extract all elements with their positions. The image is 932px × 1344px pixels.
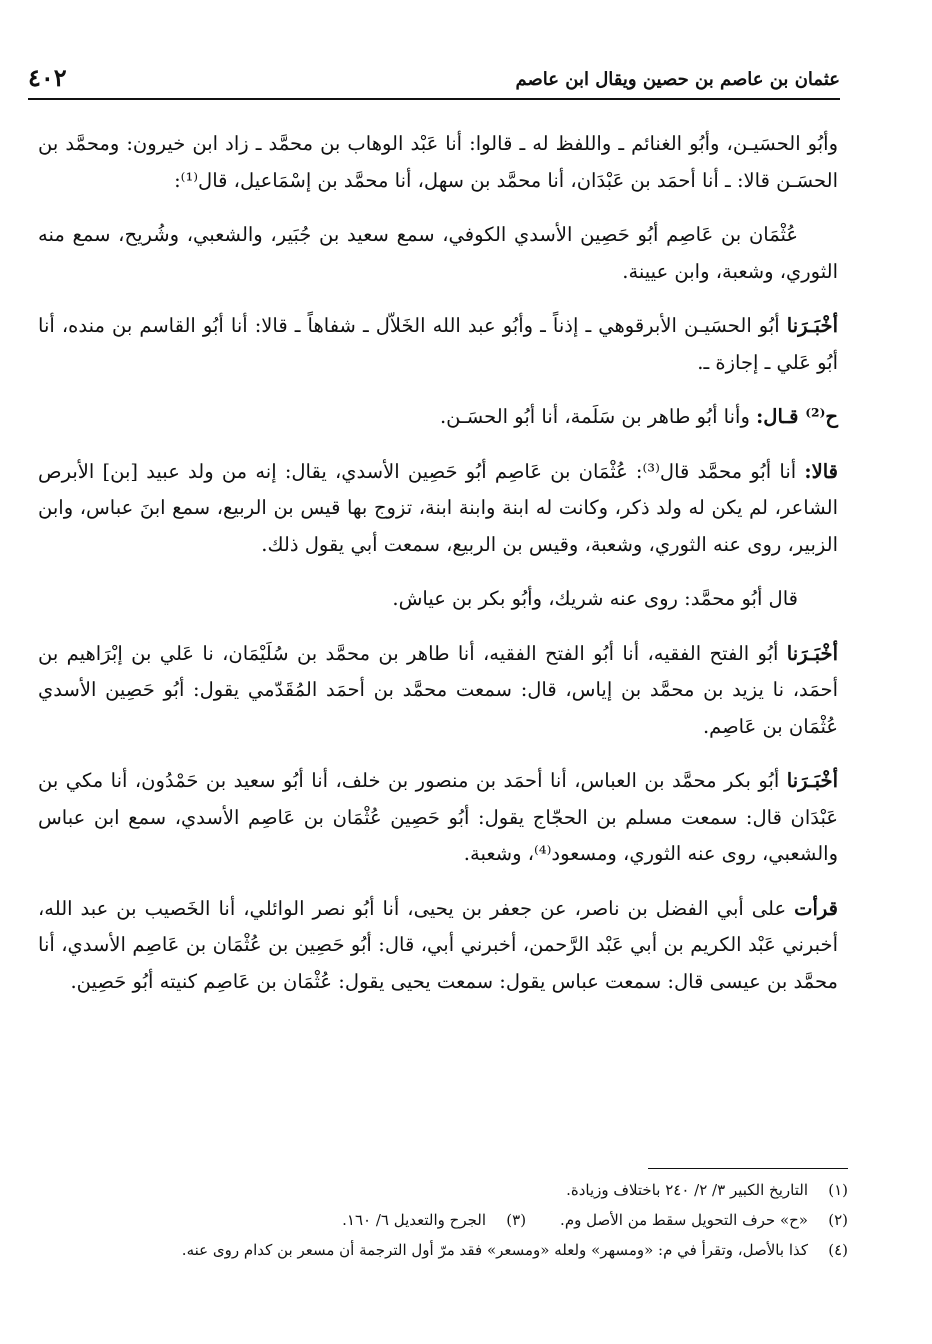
paragraph-lead: أخْبَـرَنا <box>786 769 838 792</box>
footnote-text: الجرح والتعديل ٦/ ١٦٠. <box>342 1211 487 1229</box>
footnotes <box>30 1168 848 1265</box>
paragraph-lead: أخْبَـرَنا <box>786 314 838 337</box>
paragraph-9 <box>38 891 838 1001</box>
footnote-1 <box>30 1175 848 1205</box>
paragraph-text: أنا أبُو محمَّد قال⁽³⁾: عُثْمَان بن عَاصِم أبُو حَصِين الأسدي، يقال: إنه من ولد عبيد [بن] الأبرص الشاعر، لم يكن له ولد ذكر، وكانت له ابنة وابنة ابنة، تزوج بها قيس بن الربيع، سمع ابنَ عباس، وابن الزبير، روى عنه الثوري، وشعبة، وقيس بن الربيع، سمعت أبي يقول ذلك. <box>38 459 838 556</box>
paragraph-text: وأبُو الحسَيـن، وأبُو الغنائم ـ واللفظ له ـ قالوا: أنا عَبْد الوهاب بن محمَّد ـ زاد ابن خيرون: ومحمَّد بن الحسَـن قالا: ـ أنا أحمَد بن عَبْدَان، أنا محمَّد بن سهل، أنا محمَّد بن إسْمَاعيل، قال⁽¹⁾: <box>38 132 838 192</box>
footnote-number: (٣) <box>506 1211 527 1229</box>
paragraph-3 <box>38 308 838 381</box>
paragraph-lead: أخْبَـرَنا <box>786 641 838 665</box>
paragraph-6 <box>38 581 838 618</box>
paragraph-5 <box>38 454 838 564</box>
paragraph-text: على أبي الفضل بن ناصر، عن جعفر بن يحيى، أنا أبُو نصر الوائلي، أنا الخَصيب بن عبد الله، أخبرني عَبْد الكريم بن أبي عَبْد الرَّحمن، أخبرني أبي، قال: أبُو حَصِين بن عُثْمَان بن عَاصِم الأسدي، أنا محمَّد بن عيسى قال: سمعت عباس يقول: سمعت يحيى يقول: عُثْمَان بن عَاصِم كنيته أبُو حَصِين. <box>38 896 838 993</box>
footnote-divider <box>648 1168 848 1169</box>
running-title: عثمان بن عاصم بن حصين ويقال ابن عاصم <box>515 69 840 90</box>
paragraph-7 <box>38 636 838 746</box>
paragraph-text: أبُو الحسَيـن الأبرقوهي ـ إذناً ـ وأبُو عبد الله الخَلاّل ـ شفاهاً ـ قالا: أنا أبُو القاسم بن منده، أنا أبُو عَلي ـ إجازة ـ. <box>38 314 838 374</box>
footnote-number: (١) <box>828 1181 848 1199</box>
paragraph-lead: قالا: <box>804 459 838 483</box>
paragraph-1 <box>38 126 838 199</box>
main-text <box>38 126 838 1018</box>
footnote-number: (٢) <box>828 1211 848 1229</box>
footnote-2-3 <box>30 1205 848 1235</box>
page-header <box>28 58 840 100</box>
footnote-text: كذا بالأصل، وتقرأ في م: «ومسهر» ولعله «ومسعر» فقد مرّ أول الترجمة أن مسعر بن كدام روى عنه. <box>181 1241 808 1259</box>
footnote-number: (٤) <box>828 1241 848 1259</box>
paragraph-text: قال أبُو محمَّد: روى عنه شريك، وأبُو بكر بن عياش. <box>392 587 798 610</box>
paragraph-4 <box>38 399 838 436</box>
footnote-text: التاريخ الكبير ٣/ ٢/ ٢٤٠ باختلاف وزيادة. <box>566 1181 808 1199</box>
paragraph-lead: ح⁽²⁾ قـال: <box>756 405 838 428</box>
paragraph-text: عُثْمَان بن عَاصِم أبُو حَصِين الأسدي الكوفي، سمع سعيد بن جُبَير، والشعبي، وشُريح، سمع منه الثوري، وشعبة، وابن عيينة. <box>38 223 838 283</box>
paragraph-text: أبُو الفتح الفقيه، أنا أبُو الفتح الفقيه، أنا طاهر بن محمَّد بن سُلَيْمَان، نا عَلي بن إبْرَاهيم بن أحمَد، نا يزيد بن محمَّد بن إياس، قال: سمعت محمَّد بن أحمَد المُقَدّمي يقول: أبُو حَصِين الأسدي عُثْمَان بن عَاصِم. <box>38 641 838 738</box>
paragraph-text: وأنا أبُو طاهر بن سَلَمة، أنا أبُو الحسَـن. <box>439 405 757 428</box>
paragraph-8 <box>38 763 838 873</box>
paragraph-lead: قرأت <box>794 896 838 920</box>
footnote-4 <box>30 1235 848 1265</box>
footnote-text: «ح» حرف التحويل سقط من الأصل وم. <box>560 1211 808 1229</box>
page-number: ٤٠٢ <box>28 63 67 92</box>
paragraph-2 <box>38 217 838 290</box>
paragraph-text: أبُو بكر محمَّد بن العباس، أنا أحمَد بن منصور بن خلف، أنا أبُو سعيد بن حَمْدُون، أنا مكي بن عَبْدَان قال: سمعت مسلم بن الحجّاج يقول: أبُو حَصِين عُثْمَان بن عَاصِم الأسدي، سمع ابن عباس والشعبي، روى عنه الثوري، ومسعود⁽⁴⁾، وشعبة. <box>38 769 838 865</box>
